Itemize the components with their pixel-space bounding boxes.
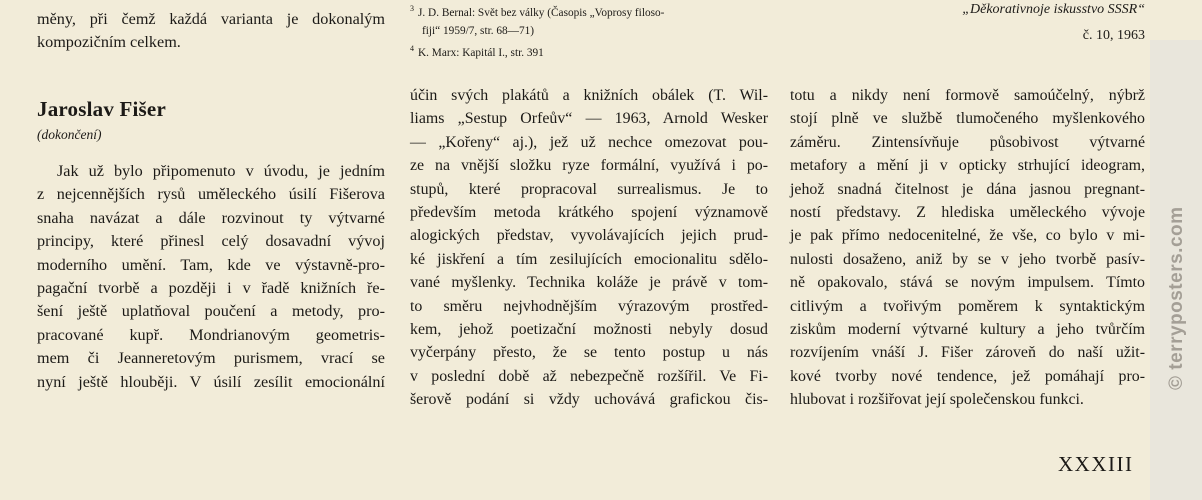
- source-attribution: [880, 0, 1145, 46]
- text-line: stojí plně ve službě tlumočeného myšlenkového: [790, 110, 1145, 128]
- column3-body: [790, 84, 1145, 412]
- article-heading: [37, 96, 385, 145]
- text-line: šerově podání si vždy uchovává grafickou čis-: [410, 391, 768, 409]
- text-line: vané myšlenky. Technika koláže je právě v tom-: [410, 274, 768, 292]
- text-line: hlubovat i rozšiřovat její společenskou funkci.: [790, 391, 1084, 409]
- text-line: liams „Sestup Orfeův“ — 1963, Arnold Wesker: [410, 110, 768, 128]
- text-line: měny, při čemž každá varianta je dokonalým: [37, 10, 385, 28]
- text-line: pracované kupř. Mondrianovým geometris-: [37, 325, 385, 344]
- text-line: je pak přímo nedocenitelné, že vše, co bylo v mi-: [790, 227, 1145, 245]
- text-line: především metoda krátkého spojení významově: [410, 204, 768, 222]
- text-line: ze na vnější složku ryze formální, využívá i po-: [410, 157, 768, 175]
- text-line: nulosti dosaženo, aniž by se v jeho tvorbě pasív-: [790, 250, 1145, 268]
- page-number: XXXIII: [1058, 452, 1134, 476]
- text-line: principy, které přinesl celý dosavadní vývoj: [37, 232, 385, 251]
- text-line: mem či Jeanneretovým purismem, vrací se: [37, 349, 385, 368]
- column2-body: [410, 84, 768, 412]
- text-line: citlivým a tvořivým poměrem k syntaktickým: [790, 297, 1145, 315]
- text-line: ziskům moderní výtvarné kultury a jeho tvůrčím: [790, 321, 1145, 339]
- column1-top-paragraph: [37, 8, 385, 55]
- column1-body: [37, 160, 385, 394]
- text-line: metafory a mění ji v opticky strhující ideogram,: [790, 157, 1145, 175]
- text-line: kompozičním celkem.: [37, 33, 181, 52]
- source-title: „Děkorativnoje iskusstvo SSSR“: [962, 2, 1145, 17]
- source-issue: č. 10, 1963: [1082, 28, 1145, 43]
- text-line: kové tvorby nové tendence, jež pomáhají pro-: [790, 367, 1145, 385]
- text-line: z nejcennějších rysů uměleckého úsilí Fišerova: [37, 185, 385, 204]
- text-line: v poslední době až nebezpečně rozšířil. Ve Fi-: [410, 367, 768, 385]
- text-line: Jak už bylo připomenuto v úvodu, je jedním: [57, 162, 385, 180]
- text-line: pagační tvorbě a později i v řadě knižních ře-: [37, 279, 385, 298]
- text-line: ností představy. Z hlediska uměleckého vývoje: [790, 204, 1145, 222]
- text-line: nyní ještě hlouběji. V úsilí zesílit emocionální: [37, 372, 385, 391]
- text-line: totu a nikdy není formově samoúčelný, nýbrž: [790, 87, 1145, 104]
- text-line: ně opakovalo, stává se novým impulsem. Tímto: [790, 274, 1145, 292]
- text-line: moderního umění. Tam, kde ve výstavně-pro-: [37, 255, 385, 274]
- text-line: rozvíjením vnáší J. Fišer zároveň do naší užit-: [790, 344, 1145, 362]
- watermark-text: © terryposters.com: [1166, 206, 1187, 390]
- text-line: to směru nejvhodnějším výrazovým prostřed-: [410, 297, 768, 315]
- text-line: snaha navázat a dále rozvinout ty výtvarné: [37, 208, 385, 227]
- text-line: vyčerpány přesto, že se tento postup u nás: [410, 344, 768, 362]
- text-line: alogických představ, vyvolávajících jejich prud-: [410, 227, 768, 245]
- footnote: $^4$ K. Marx: Kapitál I., str. 391: [410, 43, 544, 59]
- text-line: jehož snadná čitelnost je dána jasnou pregnant-: [790, 180, 1145, 198]
- footnotes: [410, 0, 780, 62]
- text-line: — „Kořeny“ aj.), jež už nechce omezovat pou-: [410, 133, 768, 151]
- text-line: kem, jehož poetizační možnosti nebyly dosud: [410, 321, 768, 339]
- footnote: fiji“ 1959/7, str. 68—71): [422, 24, 535, 37]
- text-line: šení ještě uplatňoval poučení a metody, pro-: [37, 302, 385, 321]
- article-subtitle: (dokončení): [37, 127, 102, 142]
- author-name: Jaroslav Fišer: [37, 97, 166, 121]
- text-line: účin svých plakátů a knižních obálek (T. Wil-: [410, 87, 768, 104]
- text-line: ké jiskření a tím zesilujících emocionalitu sdělo-: [410, 250, 768, 268]
- text-line: záměru. Zintensívňuje působivost výtvarné: [790, 133, 1145, 151]
- text-line: stupů, které propracoval surrealismus. Je to: [410, 180, 768, 198]
- watermark: [1150, 40, 1202, 500]
- footnote: $^3$ J. D. Bernal: Svět bez války (Časopis „Voprosy filoso-: [410, 4, 665, 19]
